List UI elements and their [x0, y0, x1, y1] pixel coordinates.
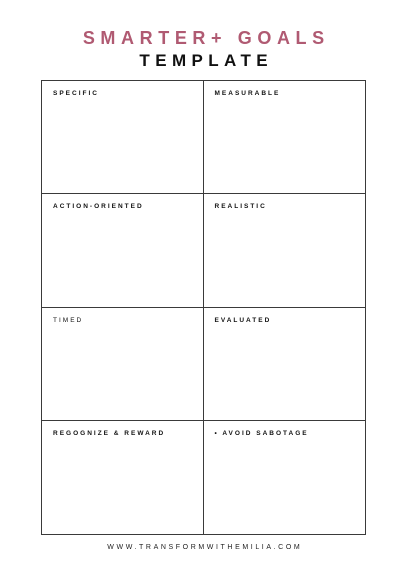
section-label: ACTION-ORIENTED	[53, 203, 144, 211]
section-label: TIMED	[53, 316, 84, 324]
section-avoid-sabotage[interactable]	[204, 421, 366, 534]
page-title: SMARTER+ GOALS	[82, 28, 330, 48]
section-recognize-reward[interactable]	[42, 421, 204, 534]
section-label: REALISTIC	[214, 203, 267, 211]
section-timed[interactable]	[42, 308, 204, 421]
section-realistic[interactable]	[204, 194, 366, 307]
section-action-oriented[interactable]	[42, 194, 204, 307]
section-label: REGOGNIZE & REWARD	[53, 429, 166, 437]
section-evaluated[interactable]	[204, 308, 366, 421]
section-label: • AVOID SABOTAGE	[214, 429, 309, 437]
section-label: EVALUATED	[214, 316, 272, 324]
section-label: SPECIFIC	[53, 90, 99, 97]
section-measurable[interactable]	[204, 81, 366, 194]
section-specific[interactable]	[42, 81, 204, 194]
section-label: MEASURABLE	[214, 90, 281, 97]
goals-grid	[41, 80, 366, 535]
page-subtitle: TEMPLATE	[139, 51, 273, 70]
footer-website: WWW.TRANSFORMWITHEMILIA.COM	[107, 544, 303, 551]
